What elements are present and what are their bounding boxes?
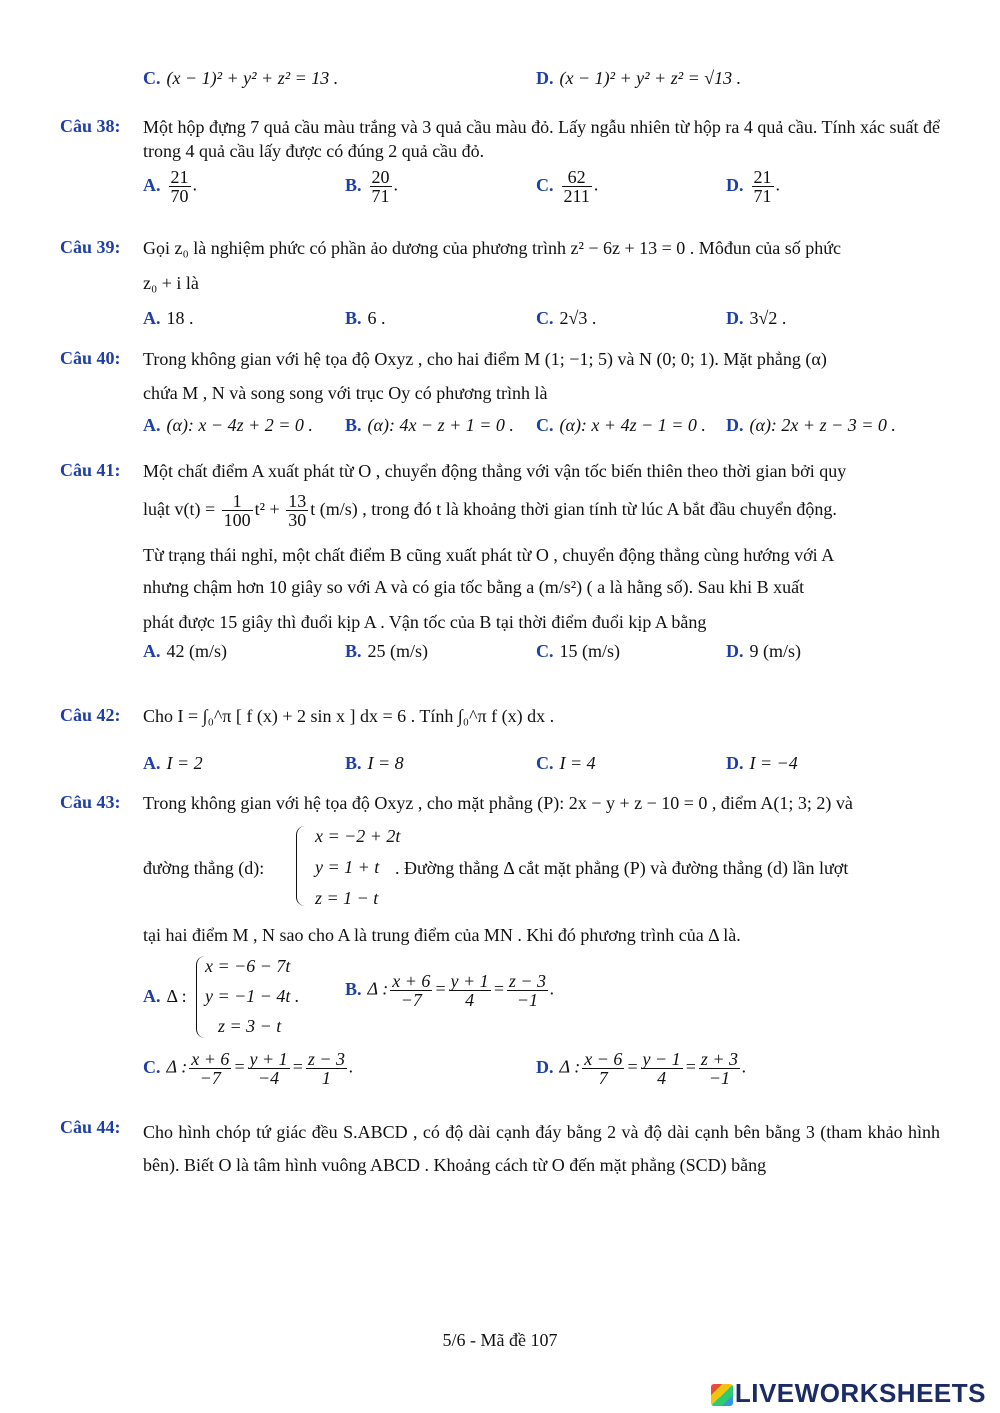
option-d[interactable]: D. 9 (m/s) (726, 641, 801, 661)
question-number: Câu 44: (60, 1117, 121, 1137)
question-text-2: luật v(t) = $\frac{1}{100}$ t² + $\frac{13}{30}$ t (m/s) , trong đó t là khoảng thời gian tính từ lúc A bắt đầu chuyển động. (143, 491, 837, 531)
brand-icon (711, 1384, 733, 1406)
option-d-prev[interactable]: D. (x − 1)² + y² + z² = √13 . (536, 68, 742, 88)
option-c[interactable]: C. $\frac{62}{211}$ . (536, 167, 599, 206)
option-b[interactable]: B. 25 (m/s) (345, 641, 429, 661)
question-text: Cho I = ∫₀^π [ f (x) + 2 sin x ] dx = 6 . Tính ∫₀^π f (x) dx . (143, 706, 555, 726)
option-d[interactable]: D. Δ : $\frac{x - 6}{7}$ = $\frac{y - 1}{4}$ = $\frac{z + 3}{-1}$ . (536, 1049, 747, 1088)
system-line: x = −2 + 2t (315, 826, 401, 846)
system-brace (296, 826, 305, 906)
question-number: Câu 39: (60, 237, 121, 257)
system-brace (196, 956, 205, 1038)
option-a[interactable]: A. (α): x − 4z + 2 = 0 . (143, 415, 313, 435)
question-text: Gọi z₀ là nghiệm phức có phần ảo dương của phương trình z² − 6z + 13 = 0 . Môđun của số phức (143, 238, 842, 258)
question-number: Câu 42: (60, 705, 121, 725)
option-a[interactable]: A. $\frac{21}{70}$ . (143, 167, 197, 206)
option-a[interactable]: A. I = 2 (143, 753, 203, 773)
question-text: Trong không gian với hệ tọa độ Oxyz , cho hai điểm M (1; −1; 5) và N (0; 0; 1). Mặt phẳng (α) (143, 349, 827, 369)
question-number: Câu 40: (60, 348, 121, 368)
question-text: Trong không gian với hệ tọa độ Oxyz , cho mặt phẳng (P): 2x − y + z − 10 = 0 , điểm A(1; 3; 2) và (143, 793, 853, 813)
option-c[interactable]: C. 15 (m/s) (536, 641, 620, 661)
option-c[interactable]: C. 2√3 . (536, 308, 597, 328)
question-text: Cho hình chóp tứ giác đều S.ABCD , có độ dài cạnh đáy bằng 2 và độ dài cạnh bên bằng 3 (tham khảo hình bên). Biết O là tâm hình vuông ABCD . Khoảng cách từ O đến mặt phẳng (SCD) bằng (143, 1122, 940, 1175)
option-d[interactable]: D. (α): 2x + z − 3 = 0 . (726, 415, 896, 435)
option-b[interactable]: B. I = 8 (345, 753, 404, 773)
question-number: Câu 38: (60, 116, 121, 136)
option-b[interactable]: B. (α): 4x − z + 1 = 0 . (345, 415, 514, 435)
question-text-3: Từ trạng thái nghỉ, một chất điểm B cũng xuất phát từ O , chuyển động thẳng cùng hướng với A (143, 545, 835, 565)
question-text-2: chứa M , N và song song với trục Oy có phương trình là (143, 383, 548, 403)
option-a[interactable]: A. Δ : (143, 986, 187, 1006)
line-d-label: đường thẳng (d): (143, 858, 265, 878)
question-number: Câu 41: (60, 460, 121, 480)
system-line: y = −1 − 4t . (205, 986, 300, 1006)
option-d[interactable]: D. $\frac{21}{71}$ . (726, 167, 780, 206)
option-c[interactable]: C. I = 4 (536, 753, 596, 773)
question-text-5: phát được 15 giây thì đuổi kịp A . Vận tốc của B tại thời điểm đuổi kịp A bằng (143, 612, 707, 632)
option-b[interactable]: B. 6 . (345, 308, 386, 328)
question-text: Một hộp đựng 7 quả cầu màu trắng và 3 quả cầu màu đỏ. Lấy ngẫu nhiên từ hộp ra 4 quả cầu. Tính xác suất để trong 4 quả cầu lấy được có đúng 2 quả cầu đỏ. (143, 117, 940, 161)
question-text-2: z₀ + i là (143, 273, 199, 293)
system-line: z = 3 − t (218, 1016, 282, 1036)
question-text-4: nhưng chậm hơn 10 giây so với A và có gia tốc bằng a (m/s²) ( a là hằng số). Sau khi B xuất (143, 577, 805, 597)
brand-logo[interactable]: LIVEWORKSHEETS (711, 1378, 986, 1409)
page-footer: 5/6 - Mã đề 107 (442, 1330, 558, 1350)
option-b[interactable]: B. Δ : $\frac{x + 6}{-7}$ = $\frac{y + 1}{4}$ = $\frac{z - 3}{-1}$ . (345, 971, 555, 1010)
question-text-3: tại hai điểm M , N sao cho A là trung điểm của MN . Khi đó phương trình của Δ là. (143, 925, 741, 945)
system-line: y = 1 + t (315, 857, 380, 877)
system-line: x = −6 − 7t (205, 956, 291, 976)
option-c[interactable]: C. (α): x + 4z − 1 = 0 . (536, 415, 706, 435)
option-a[interactable]: A. 42 (m/s) (143, 641, 227, 661)
question-text: Một chất điểm A xuất phát từ O , chuyển động thẳng với vận tốc biến thiên theo thời gian bởi quy (143, 461, 847, 481)
option-c-prev[interactable]: C. (x − 1)² + y² + z² = 13 . (143, 68, 339, 88)
option-b[interactable]: B. $\frac{20}{71}$ . (345, 167, 399, 206)
option-d[interactable]: D. 3√2 . (726, 308, 787, 328)
option-a[interactable]: A. 18 . (143, 308, 194, 328)
option-c[interactable]: C. Δ : $\frac{x + 6}{-7}$ = $\frac{y + 1}{-4}$ = $\frac{z - 3}{1}$ . (143, 1049, 354, 1088)
question-number: Câu 43: (60, 792, 121, 812)
question-text-2: . Đường thẳng Δ cắt mặt phẳng (P) và đường thẳng (d) lần lượt (395, 858, 849, 878)
option-d[interactable]: D. I = −4 (726, 753, 798, 773)
system-line: z = 1 − t (315, 888, 379, 908)
